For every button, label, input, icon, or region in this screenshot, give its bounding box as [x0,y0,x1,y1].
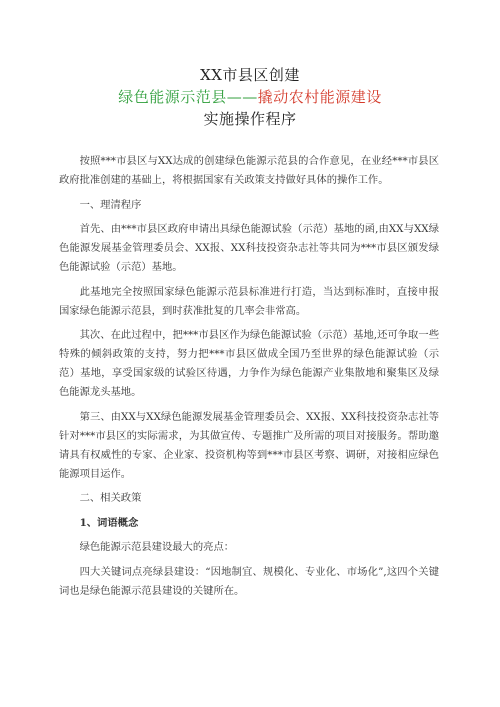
section-1-paragraph-2: 此基地完全按照国家绿色能源示范县标准进行打造，当达到标准时，直接申报国家绿色能源示范县，到时获准批复的几率会非常高。 [59,285,439,317]
title-line-2-emphasis: 撬动农村能源建设 [257,88,382,106]
title-line-3: 实施操作程序 [203,110,297,128]
title-line-2 [0,86,500,108]
section-2-paragraph-2: 四大关键词点亮绿县建设：“因地制宜、规模化、专业化、市场化”,这四个关键词也是绿色能源示范县建设的关键所在。 [59,565,439,597]
intro-paragraph: 按照***市县区与XX达成的创建绿色能源示范县的合作意见，在业经***市县区政府批准创建的基础上，将根据国家有关政策支持做好具体的操作工作。 [59,155,439,186]
section-1-heading: 一、理清程序 [79,198,142,211]
section-1-paragraph-4: 第三、由XX与XX绿色能源发展基金管理委员会、XX报、XX科技投资杂志社等针对***市县区的实际需求，为其做宣传、专题推广及所需的项目对接服务。帮助邀请具有权威性的专家、企业家、投资机构等到***市县区考察、调研，对接相应绿色能源项目运作。 [59,410,439,480]
title-line-1: XX市县区创建 [200,66,300,84]
section-1-paragraph-1: 首先、由***市县区政府申请出具绿色能源试验（示范）基地的函,由XX与XX绿色能源发展基金管理委员会、XX报、XX科技投资杂志社等共同为***市县区颁发绿色能源试验（示范）基地。 [59,223,439,273]
document-title [0,64,500,130]
section-2-paragraph-1: 绿色能源示范县建设最大的亮点： [79,541,235,553]
section-1-paragraph-3: 其次、在此过程中，把***市县区作为绿色能源试验（示范）基地,还可争取一些特殊的倾斜政策的支持，努力把***市县区做成全国乃至世界的绿色能源试验（示范）基地，享受国家级的试验区待遇，力争作为绿色能源产业集散地和聚集区及绿色能源龙头基地。 [59,329,439,398]
document-body [59,152,439,606]
subsection-1-heading: 1、词语概念 [79,516,139,529]
title-line-2-main: 绿色能源示范县—— [118,88,258,106]
section-2-heading: 二、相关政策 [79,492,142,504]
